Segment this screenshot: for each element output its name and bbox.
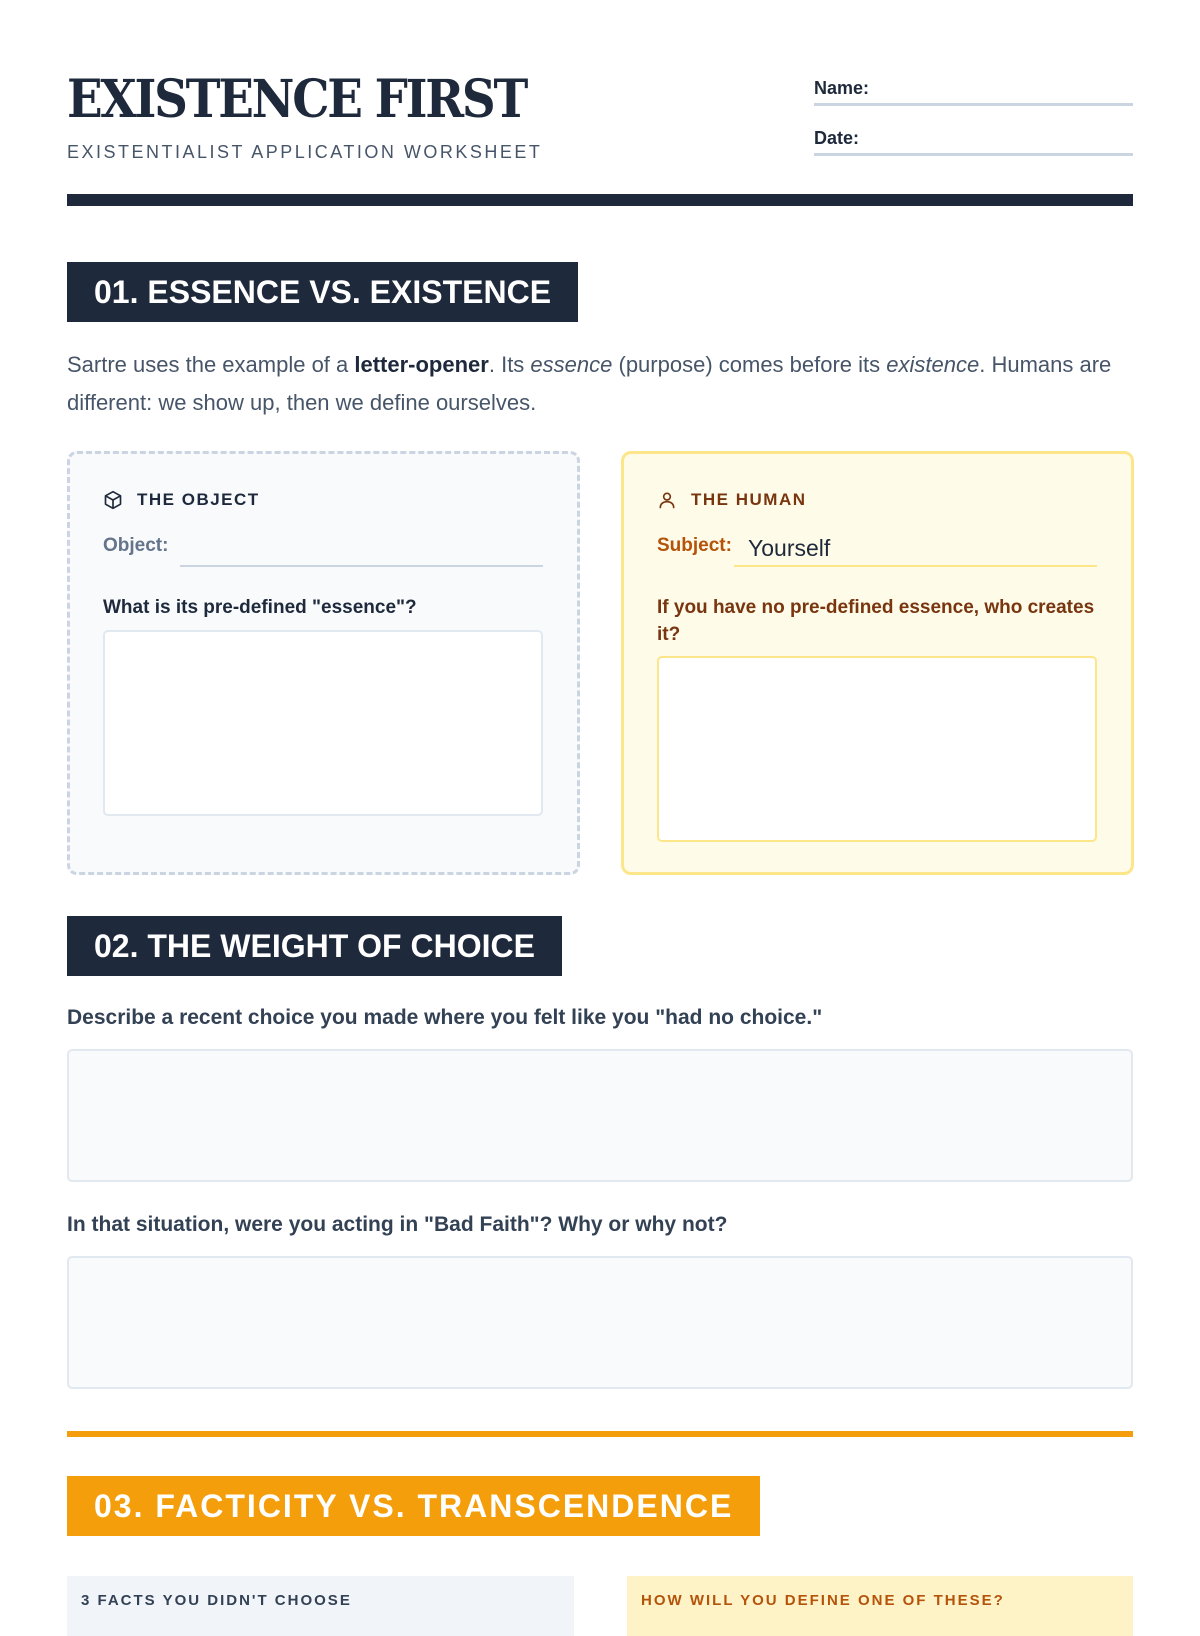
intro-bold-letter-opener: letter-opener bbox=[354, 352, 489, 377]
section-1-intro bbox=[67, 346, 1137, 422]
object-field-label: Object: bbox=[103, 535, 169, 556]
date-field[interactable] bbox=[814, 124, 1133, 156]
define-panel-label: HOW WILL YOU DEFINE ONE OF THESE? bbox=[641, 1592, 1005, 1609]
object-field-row bbox=[103, 531, 543, 567]
worksheet-header bbox=[67, 69, 1133, 172]
choice-answer-box[interactable] bbox=[67, 1049, 1133, 1182]
intro-italic-essence: essence bbox=[530, 352, 613, 377]
human-essence-question: If you have no pre-defined essence, who creates it? bbox=[657, 597, 1095, 645]
facts-panel-label: 3 FACTS YOU DIDN'T CHOOSE bbox=[81, 1592, 352, 1609]
object-card-heading bbox=[103, 490, 260, 510]
section-2-heading: 02. THE WEIGHT OF CHOICE bbox=[67, 916, 562, 976]
subject-field-label: Subject: bbox=[657, 535, 732, 556]
worksheet-subtitle: EXISTENTIALIST APPLICATION WORKSHEET bbox=[67, 142, 543, 162]
object-field-input[interactable] bbox=[180, 531, 543, 567]
cube-icon bbox=[103, 490, 123, 510]
human-card-heading bbox=[657, 490, 807, 510]
object-essence-answer-box[interactable] bbox=[103, 630, 543, 816]
section-1-heading: 01. ESSENCE VS. EXISTENCE bbox=[67, 262, 578, 322]
human-card bbox=[621, 451, 1134, 875]
bad-faith-answer-box[interactable] bbox=[67, 1256, 1133, 1389]
define-panel[interactable] bbox=[627, 1576, 1133, 1636]
user-icon bbox=[657, 490, 677, 510]
date-label: Date: bbox=[814, 128, 860, 148]
object-essence-question: What is its pre-defined "essence"? bbox=[103, 597, 417, 618]
bad-faith-question: In that situation, were you acting in "Bad Faith"? Why or why not? bbox=[67, 1213, 728, 1236]
intro-text-2: . Its bbox=[488, 352, 531, 377]
section-3-heading: 03. FACTICITY VS. TRANSCENDENCE bbox=[67, 1476, 760, 1536]
intro-italic-existence: existence bbox=[886, 352, 980, 377]
object-card bbox=[67, 451, 580, 875]
subject-field-row bbox=[657, 531, 1097, 567]
subject-field-input[interactable]: Yourself bbox=[734, 531, 1097, 567]
facts-panel[interactable] bbox=[67, 1576, 574, 1636]
intro-text-4: . Humans are different: we show up, then we define ourselves. bbox=[67, 352, 1112, 415]
object-card-title: THE OBJECT bbox=[137, 490, 260, 509]
intro-text-3: (purpose) comes before its bbox=[612, 352, 887, 377]
worksheet-title: EXISTENCE FIRST bbox=[67, 69, 527, 130]
human-essence-answer-box[interactable] bbox=[657, 656, 1097, 842]
name-field[interactable] bbox=[814, 74, 1133, 106]
human-card-title: THE HUMAN bbox=[691, 490, 807, 509]
header-divider bbox=[67, 194, 1133, 206]
name-label: Name: bbox=[814, 78, 870, 98]
choice-question: Describe a recent choice you made where you felt like you "had no choice." bbox=[67, 1006, 823, 1029]
intro-text-1: Sartre uses the example of a bbox=[67, 352, 355, 377]
section-3-divider bbox=[67, 1431, 1133, 1437]
